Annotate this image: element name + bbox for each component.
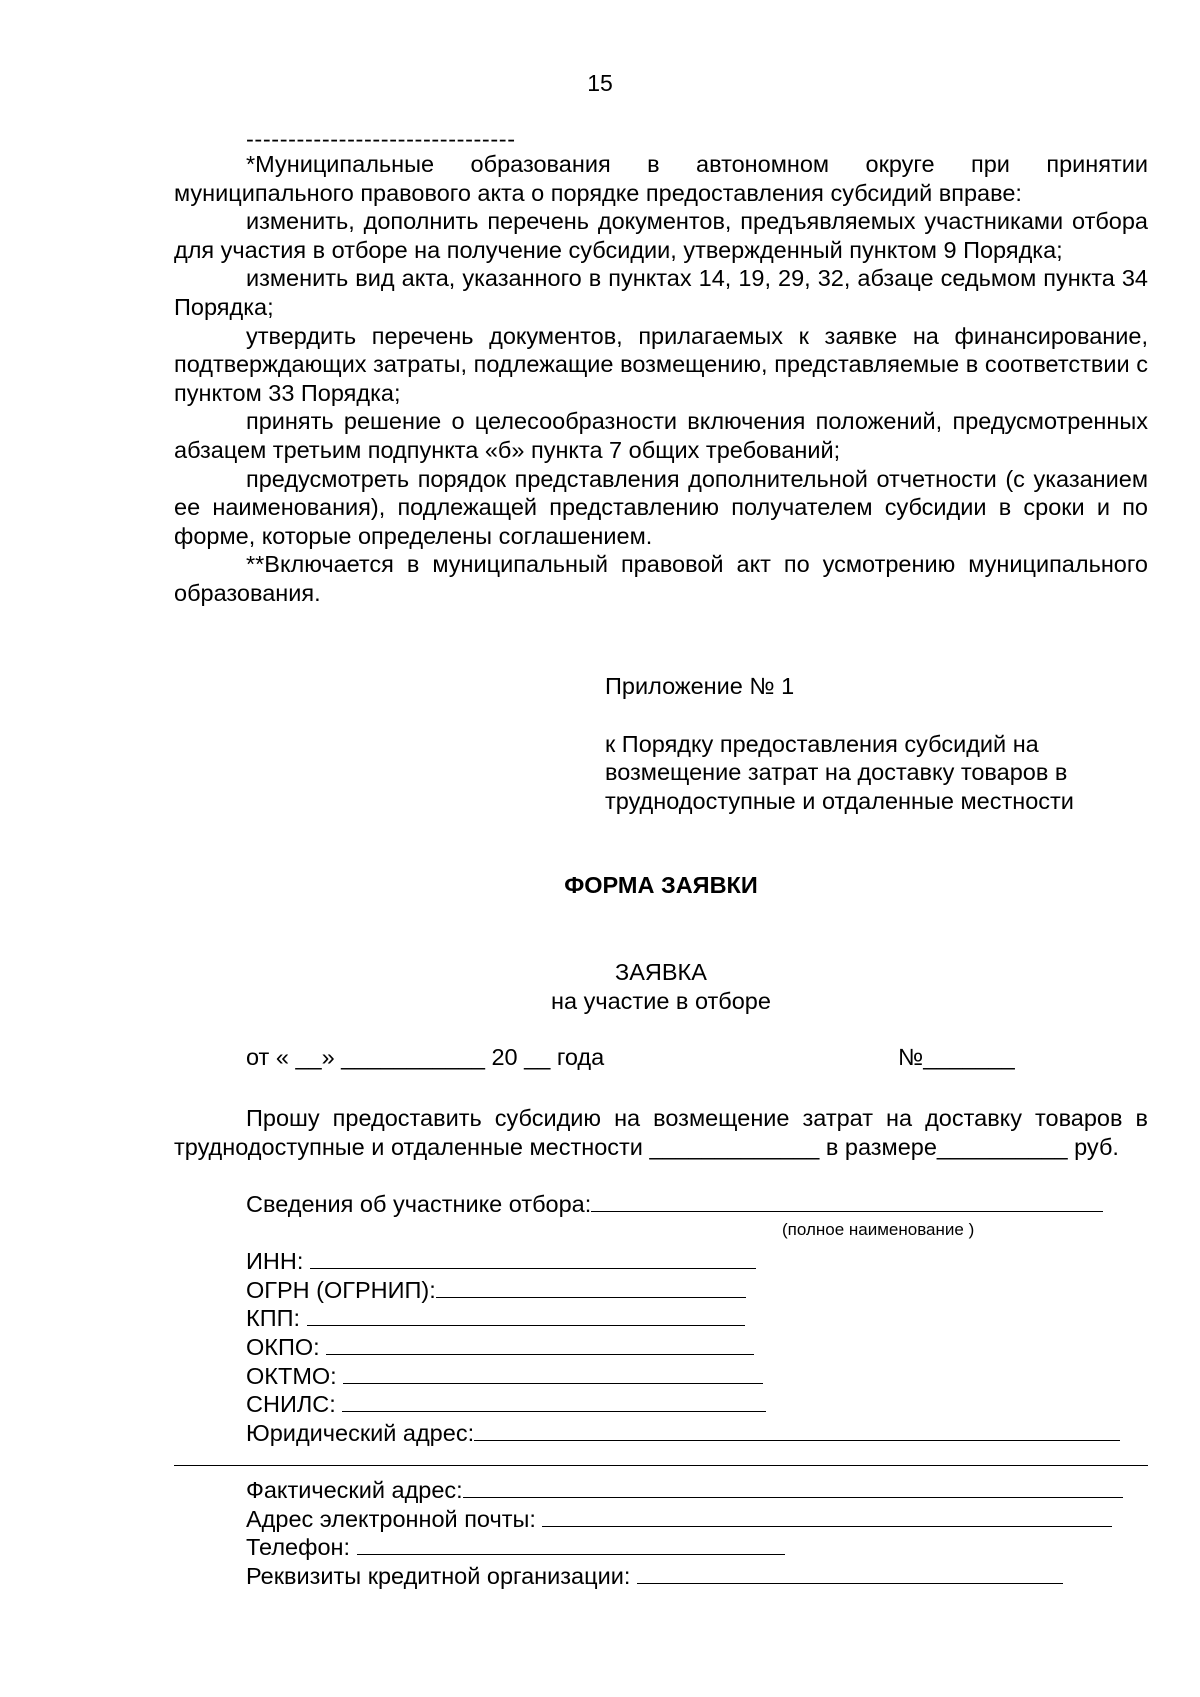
phone-label: Телефон:	[246, 1534, 351, 1561]
participant-hint-row	[246, 1219, 1156, 1248]
footnote-paragraph: изменить, дополнить перечень документов, предъявляемых участниками отбора для участия в отборе на получение субсидии, утвержденный пунктом 9 Порядка;	[174, 208, 1148, 263]
participant-name-field	[246, 1190, 1156, 1219]
phone-blank	[357, 1534, 785, 1555]
actual-address-label: Фактический адрес:	[246, 1477, 463, 1503]
legal-address-blank	[474, 1420, 1120, 1441]
bank-details-label: Реквизиты кредитной организации:	[246, 1562, 631, 1589]
actual-address-blank	[463, 1477, 1123, 1498]
contact-info	[246, 1476, 1156, 1590]
ogrn-label: ОГРН (ОГРНИП):	[246, 1276, 436, 1303]
footnote-separator: --------------------------------	[246, 126, 516, 152]
snils-blank	[342, 1391, 766, 1412]
actual-address-field	[246, 1476, 1156, 1505]
email-label: Адрес электронной почты:	[246, 1505, 536, 1532]
request-paragraph-block	[174, 1104, 1148, 1161]
footnote-paragraph: предусмотреть порядок представления дополнительной отчетности (с указанием ее наименования), подлежащей представлению получателем субсидии в сроки и по форме, которые определены соглашением.	[174, 465, 1148, 549]
footnote-paragraph: утвердить перечень документов, прилагаемых к заявке на финансирование, подтверждающих затраты, подлежащие возмещению, представляемые в соответствии с пунктом 33 Порядка;	[174, 322, 1148, 406]
kpp-label: КПП:	[246, 1305, 300, 1332]
legal-address-label: Юридический адрес:	[246, 1419, 475, 1446]
appendix-reference: к Порядку предоставления субсидий на возмещение затрат на доставку товаров в труднодоступные и отдаленные местности	[605, 730, 1074, 814]
okpo-blank	[326, 1334, 754, 1355]
ogrn-blank	[436, 1277, 746, 1298]
oktmo-label: ОКТМО:	[246, 1362, 337, 1389]
snils-label: СНИЛС:	[246, 1391, 336, 1418]
form-title: ФОРМА ЗАЯВКИ	[564, 872, 758, 898]
oktmo-blank	[343, 1363, 763, 1384]
inn-field	[246, 1247, 1156, 1276]
application-number-line: №_______	[898, 1044, 1015, 1070]
okpo-field	[246, 1333, 1156, 1362]
participant-name-hint: (полное наименование )	[782, 1220, 975, 1239]
email-blank	[542, 1506, 1112, 1527]
request-text: Прошу предоставить субсидию на возмещение затрат на доставку товаров в труднодоступные и отдаленные местности _____________ в размере__________ руб.	[174, 1105, 1148, 1160]
appendix-header	[605, 672, 1165, 815]
participant-label: Сведения об участнике отбора:	[246, 1191, 592, 1217]
email-field	[246, 1505, 1156, 1534]
oktmo-field	[246, 1362, 1156, 1391]
application-date-line: от « __» ___________ 20 __ года	[246, 1044, 605, 1070]
bank-details-field	[246, 1562, 1156, 1591]
participant-name-blank	[591, 1191, 1103, 1212]
inn-label: ИНН:	[246, 1248, 304, 1275]
footnote-paragraph: *Муниципальные образования в автономном округе при принятии муниципального правового акта о порядке предоставления субсидий вправе:	[174, 151, 1148, 206]
footnote-paragraph: **Включается в муниципальный правовой акт по усмотрению муниципального образования.	[174, 551, 1148, 606]
application-heading-block	[0, 958, 1200, 1015]
snils-field	[246, 1390, 1156, 1419]
participant-info	[246, 1190, 1156, 1447]
inn-blank	[310, 1248, 756, 1269]
page-number: 15	[587, 70, 613, 96]
phone-field	[246, 1533, 1156, 1562]
bank-details-blank	[637, 1563, 1063, 1584]
application-subheading: на участие в отборе	[551, 987, 771, 1014]
footnotes	[174, 128, 1148, 608]
application-heading: ЗАЯВКА	[615, 959, 707, 985]
okpo-label: ОКПО:	[246, 1333, 320, 1360]
ogrn-field	[246, 1276, 1156, 1305]
kpp-blank	[307, 1305, 745, 1326]
legal-address-field	[246, 1419, 1156, 1448]
appendix-title: Приложение № 1	[605, 673, 795, 699]
footnote-paragraph: принять решение о целесообразности включения положений, предусмотренных абзацем третьим подпункта «б» пункта 7 общих требований;	[174, 408, 1148, 463]
legal-address-continuation-line	[174, 1465, 1148, 1466]
kpp-field	[246, 1304, 1156, 1333]
footnote-paragraph: изменить вид акта, указанного в пунктах 14, 19, 29, 32, абзаце седьмом пункта 34 Порядка;	[174, 265, 1148, 320]
